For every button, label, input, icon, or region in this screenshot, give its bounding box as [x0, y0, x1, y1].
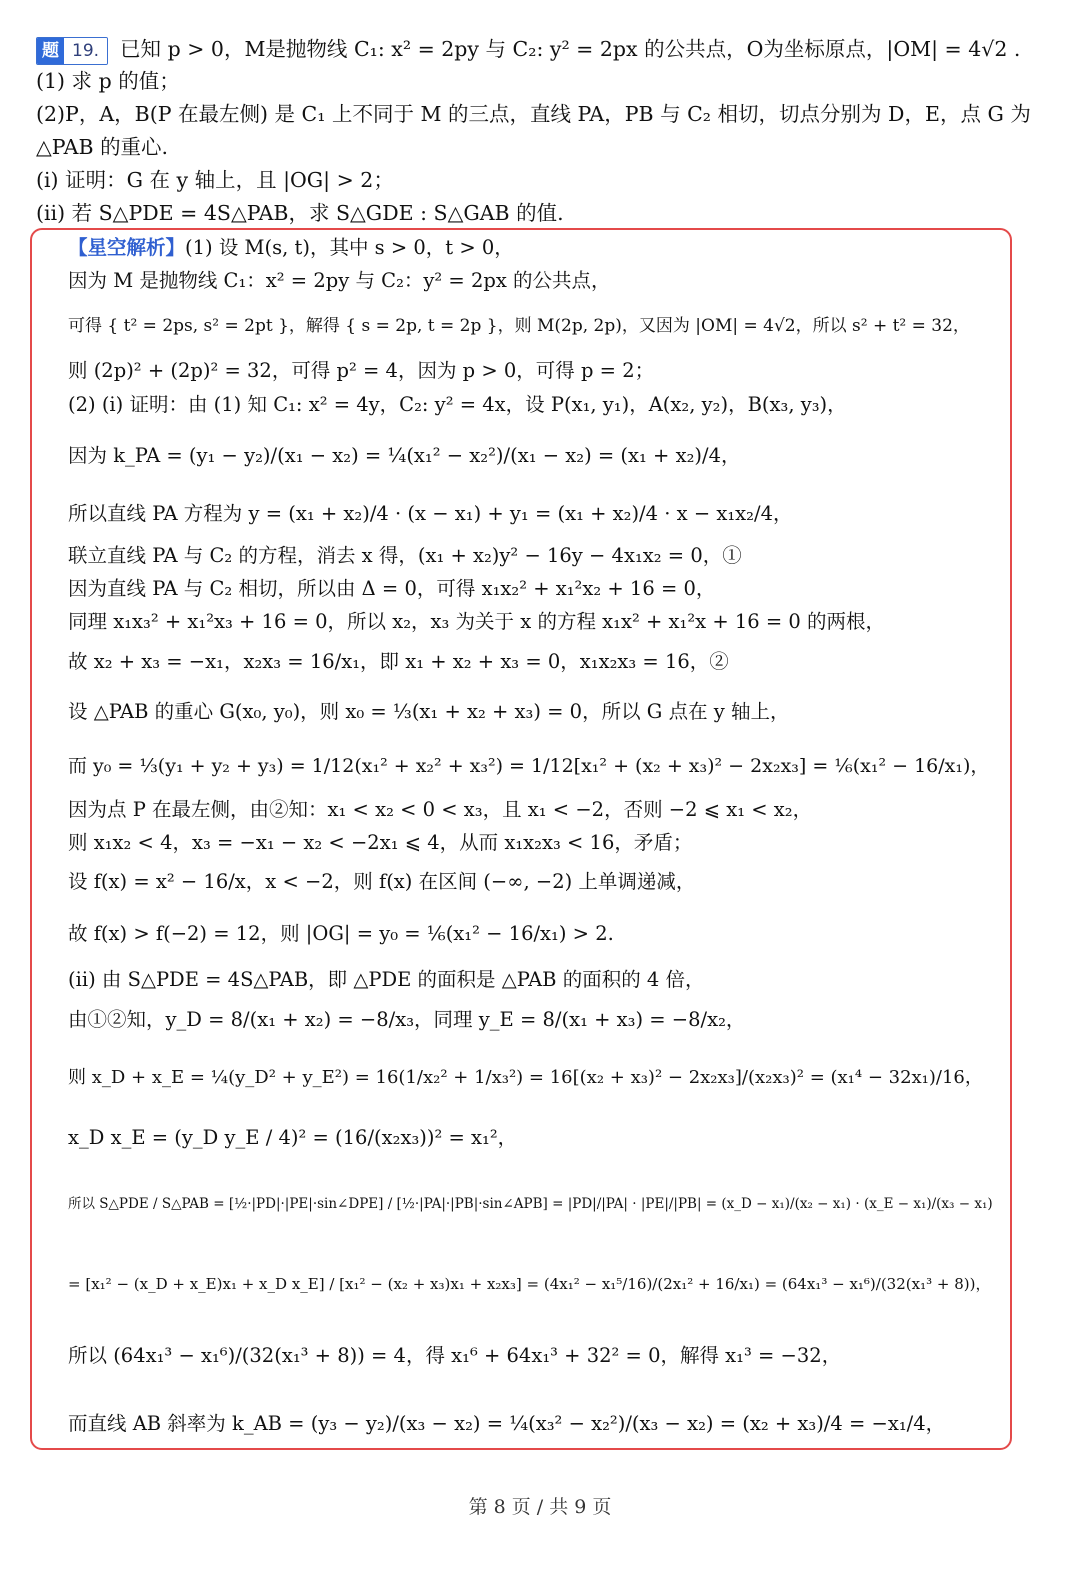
badge-label: 题: [37, 38, 64, 64]
solution-line: 则 (2p)² + (2p)² = 32，可得 p² = 4，因为 p > 0，可得 p = 2；: [68, 359, 655, 382]
solution-line: 因为 M 是抛物线 C₁：x² = 2py 与 C₂：y² = 2px 的公共点，: [68, 269, 611, 292]
problem-text: 已知 p > 0，M是抛物线 C₁: x² = 2py 与 C₂: y² = 2px 的公共点，O为坐标原点，|OM| = 4√2 .: [120, 37, 1021, 61]
solution-box: [30, 228, 1012, 1450]
problem-line: (2)P，A，B(P 在最左侧) 是 C₁ 上不同于 M 的三点，直线 PA，PB 与 C₂ 相切，切点分别为 D，E，点 G 为: [36, 102, 1031, 126]
solution-heading: 【星空解析】: [68, 236, 186, 259]
problem-line: (ⅱ) 若 S△PDE = 4S△PAB，求 S△GDE : S△GAB 的值.: [36, 201, 564, 225]
problem-line: (1) 求 p 的值；: [36, 69, 180, 93]
solution-line: 由①②知，y_D = 8/(x₁ + x₂) = −8/x₃，同理 y_E = 8/(x₁ + x₃) = −8/x₂，: [68, 1008, 746, 1031]
solution-line: 而 y₀ = ⅓(y₁ + y₂ + y₃) = 1/12(x₁² + x₂² + x₃²) = 1/12[x₁² + (x₂ + x₃)² − 2x₂x₃] = ⅙(x₁² − 16/x₁)，: [68, 755, 990, 777]
page-footer: 第 8 页 / 共 9 页: [468, 1496, 612, 1518]
solution-line: 因为点 P 在最左侧，由②知：x₁ < x₂ < 0 < x₃，且 x₁ < −2，否则 −2 ⩽ x₁ < x₂，: [68, 798, 813, 821]
solution-line: 故 f(x) > f(−2) = 12，则 |OG| = y₀ = ⅙(x₁² − 16/x₁) > 2.: [68, 922, 614, 945]
solution-line: 所以 (64x₁³ − x₁⁶)/(32(x₁³ + 8)) = 4，得 x₁⁶ + 64x₁³ + 32² = 0，解得 x₁³ = −32，: [68, 1344, 842, 1367]
solution-line: (2) (ⅰ) 证明：由 (1) 知 C₁: x² = 4y，C₂: y² = 4x，设 P(x₁, y₁)，A(x₂, y₂)，B(x₃, y₃)，: [68, 393, 847, 416]
solution-line: 则 x_D + x_E = ¼(y_D² + y_E²) = 16(1/x₂² + 1/x₃²) = 16[(x₂ + x₃)² − 2x₂x₃]/(x₂x₃)² = (x₁⁴ − 32x₁)/16，: [68, 1067, 983, 1088]
solution-line: 联立直线 PA 与 C₂ 的方程，消去 x 得，(x₁ + x₂)y² − 16y − 4x₁x₂ = 0，①: [68, 544, 742, 567]
solution-line: (ⅱ) 由 S△PDE = 4S△PAB，即 △PDE 的面积是 △PAB 的面积的 4 倍，: [68, 968, 705, 991]
problem-line: [36, 34, 1020, 65]
solution-line: 同理 x₁x₃² + x₁²x₃ + 16 = 0，所以 x₂，x₃ 为关于 x 的方程 x₁x² + x₁²x + 16 = 0 的两根，: [68, 610, 886, 633]
solution-line: = [x₁² − (x_D + x_E)x₁ + x_D x_E] / [x₁² − (x₂ + x₃)x₁ + x₂x₃] = (4x₁² − x₁⁵/16)/(2x₁² + 16/x₁) = (64x₁³ − x₁⁶)/(32(x₁³ + 8))，: [68, 1275, 991, 1293]
solution-line: 设 △PAB 的重心 G(x₀, y₀)，则 x₀ = ⅓(x₁ + x₂ + x₃) = 0，所以 G 点在 y 轴上，: [68, 700, 790, 723]
solution-line: 而直线 AB 斜率为 k_AB = (y₃ − y₂)/(x₃ − x₂) = ¼(x₃² − x₂²)/(x₃ − x₂) = (x₂ + x₃)/4 = −x₁/4，: [68, 1412, 946, 1435]
solution-line: 所以 S△PDE / S△PAB = [½·|PD|·|PE|·sin∠DPE] / [½·|PA|·|PB|·sin∠APB] = |PD|/|PA| · |PE|/|PB| = (x_D − x₁)/(x₂ − x₁) · (x_E − x₁)/(x₃ − x₁): [68, 1196, 993, 1212]
solution-line: 因为直线 PA 与 C₂ 相切，所以由 Δ = 0，可得 x₁x₂² + x₁²x₂ + 16 = 0，: [68, 577, 716, 600]
solution-line: 因为 k_PA = (y₁ − y₂)/(x₁ − x₂) = ¼(x₁² − x₂²)/(x₁ − x₂) = (x₁ + x₂)/4，: [68, 444, 741, 467]
solution-line: 可得 { t² = 2ps, s² = 2pt }，解得 { s = 2p, t = 2p }，则 M(2p, 2p)，又因为 |OM| = 4√2，所以 s² + t² = 32，: [68, 316, 970, 336]
badge-number: 19.: [64, 38, 107, 64]
problem-number-badge: [36, 37, 108, 65]
solution-line: 所以直线 PA 方程为 y = (x₁ + x₂)/4 · (x − x₁) + y₁ = (x₁ + x₂)/4 · x − x₁x₂/4，: [68, 502, 793, 525]
solution-line: 故 x₂ + x₃ = −x₁，x₂x₃ = 16/x₁，即 x₁ + x₂ + x₃ = 0，x₁x₂x₃ = 16，②: [68, 650, 729, 673]
problem-line: △PAB 的重心.: [36, 135, 169, 159]
problem-line: (ⅰ) 证明：G 在 y 轴上，且 |OG| > 2；: [36, 168, 394, 192]
solution-line: 则 x₁x₂ < 4，x₃ = −x₁ − x₂ < −2x₁ ⩽ 4，从而 x₁x₂x₃ < 16，矛盾；: [68, 831, 693, 854]
solution-line: 设 f(x) = x² − 16/x，x < −2，则 f(x) 在区间 (−∞, −2) 上单调递减，: [68, 870, 696, 893]
solution-line: 【星空解析】(1) 设 M(s, t)，其中 s > 0，t > 0，: [68, 236, 514, 259]
solution-line: x_D x_E = (y_D y_E / 4)² = (16/(x₂x₃))² = x₁²，: [68, 1126, 518, 1149]
